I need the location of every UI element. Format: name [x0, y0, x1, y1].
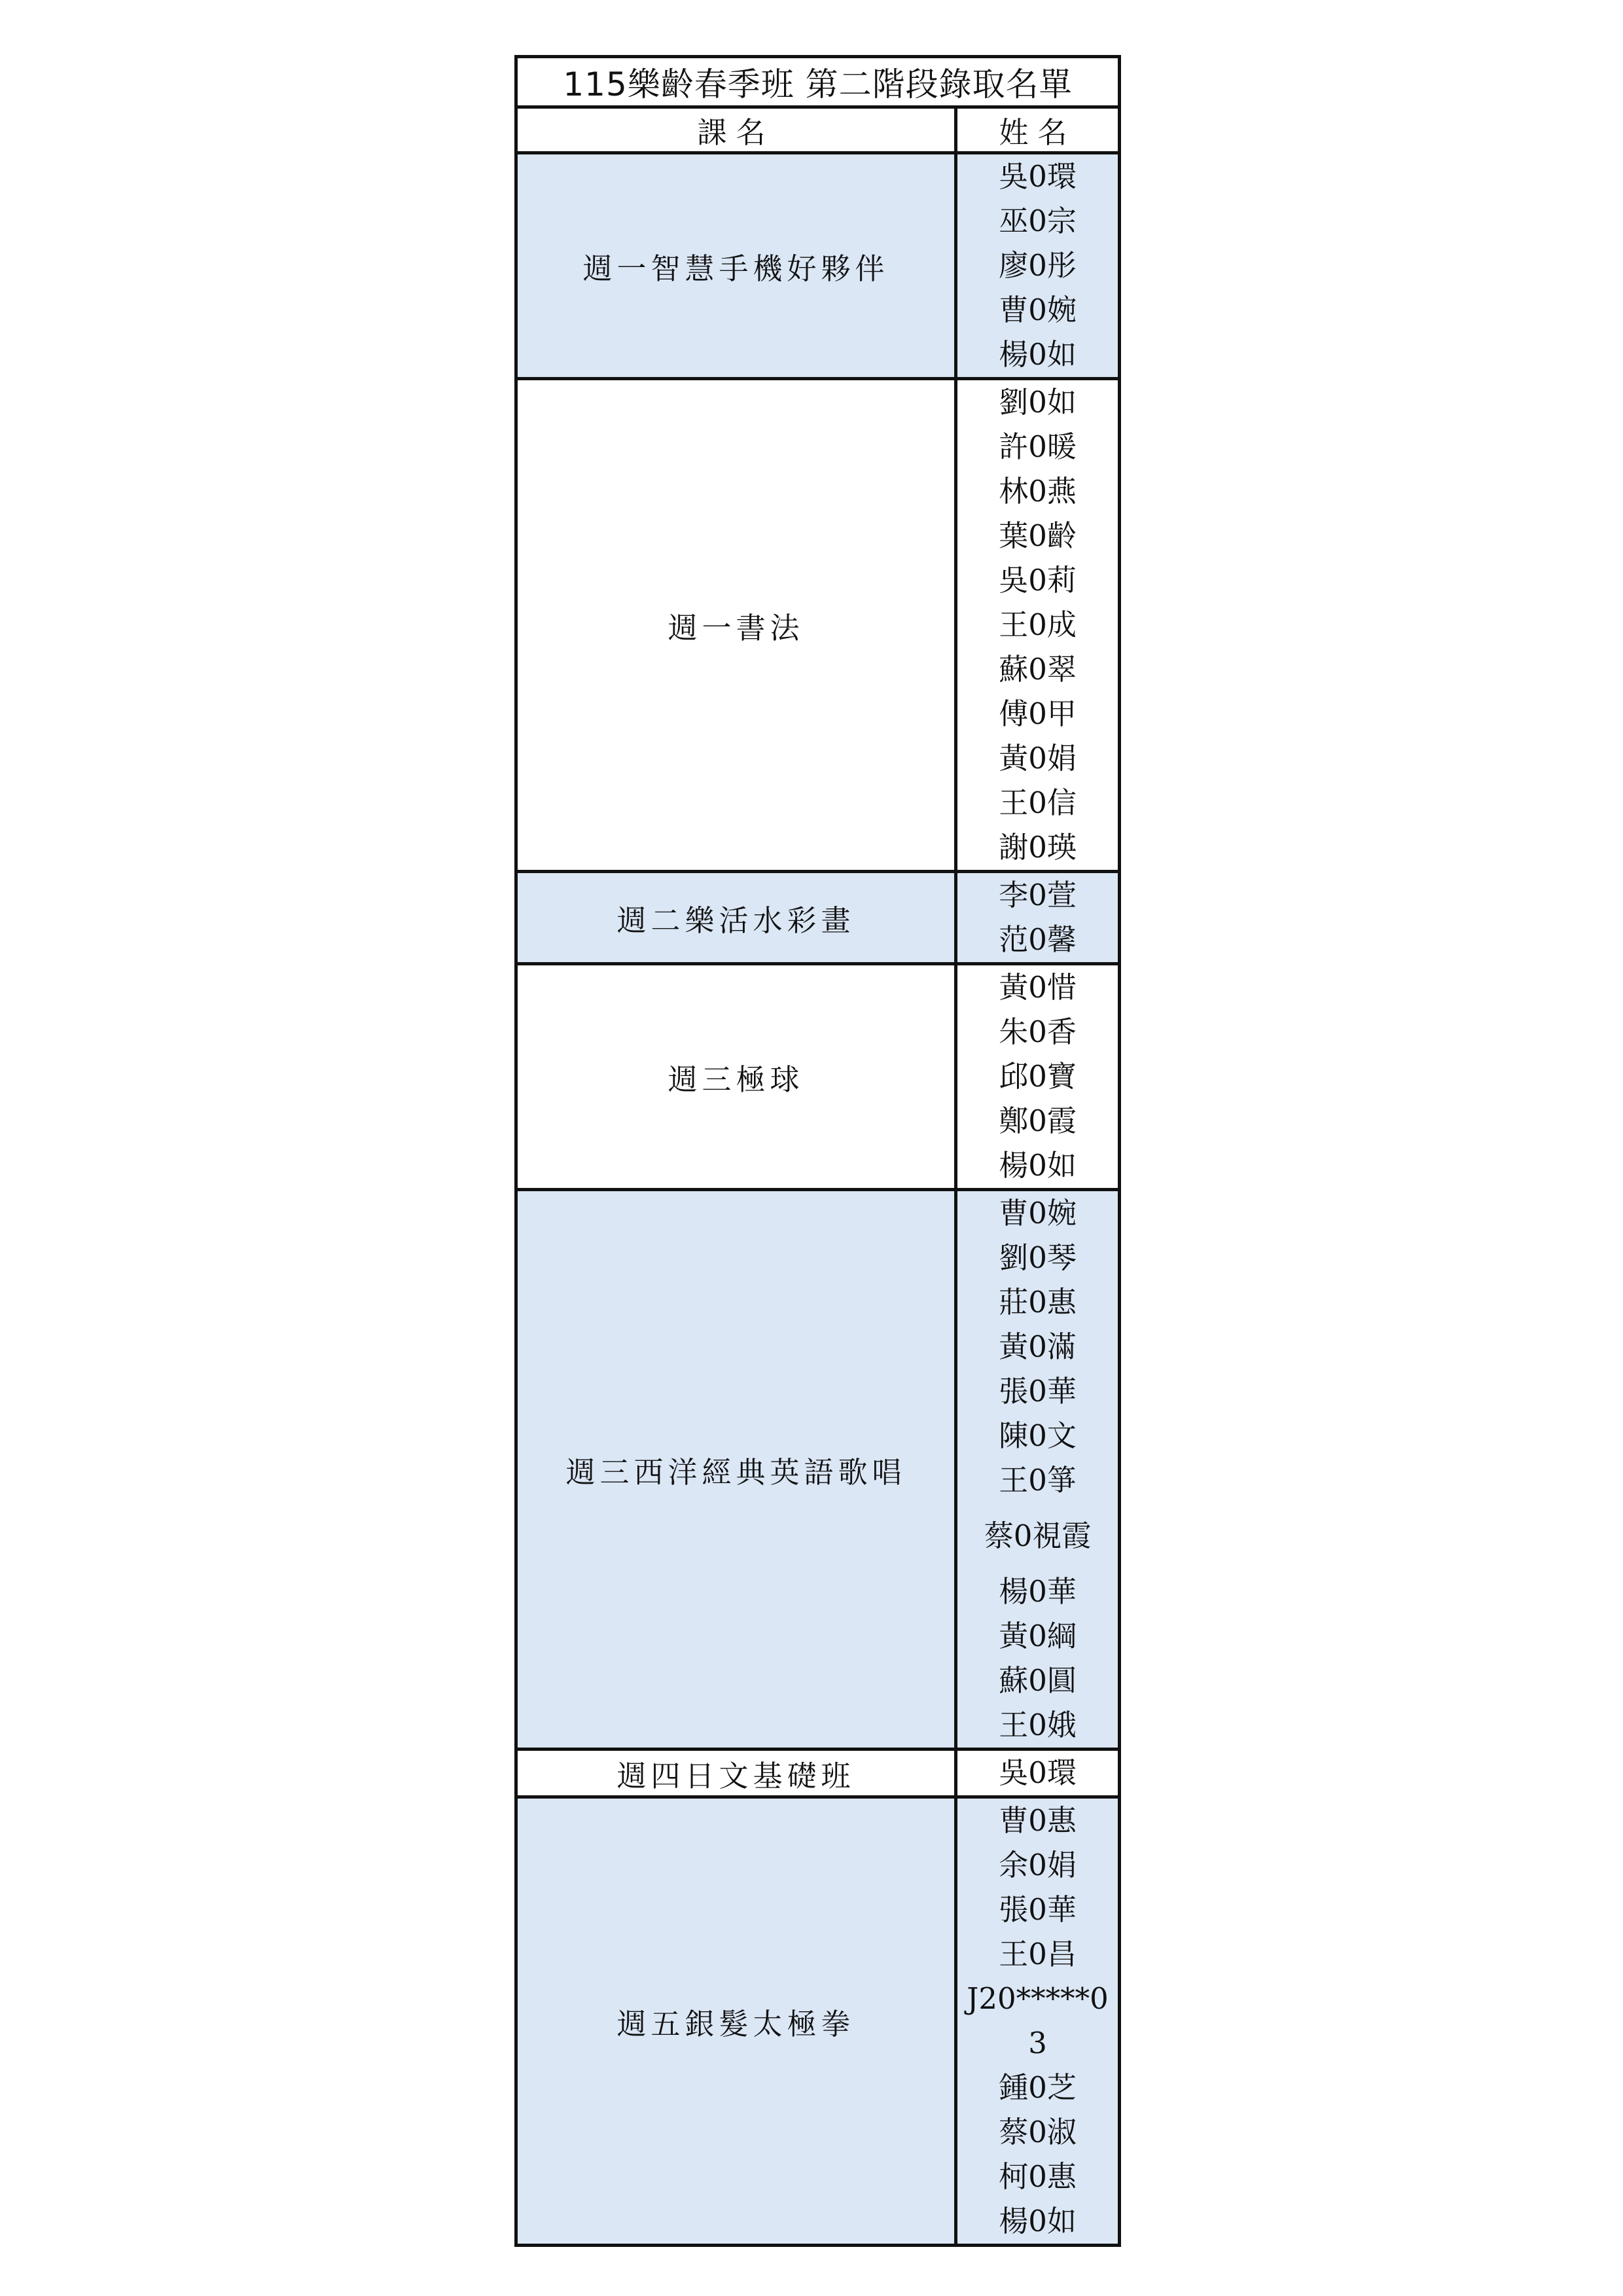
- table-row: [516, 1797, 1120, 2246]
- student-name: 莊0惠: [999, 1285, 1077, 1319]
- course-name-cell: 週一書法: [516, 379, 956, 872]
- column-header-name: 姓名: [956, 107, 1120, 153]
- student-name: 鄭0霞: [999, 1103, 1077, 1138]
- student-name: 蔡0淑: [999, 2115, 1077, 2149]
- table-row: [516, 872, 1120, 964]
- student-name: 王0成: [999, 607, 1077, 642]
- student-name: 蘇0圓: [999, 1663, 1077, 1698]
- student-name: 巫0宗: [999, 204, 1077, 238]
- student-name: 范0馨: [999, 922, 1077, 957]
- student-name: 鍾0芝: [999, 2070, 1077, 2105]
- student-names-cell: [956, 153, 1120, 379]
- student-name: 余0娟: [999, 1848, 1077, 1882]
- student-name: 王0昌: [999, 1937, 1077, 1971]
- student-names-cell: [956, 1797, 1120, 2246]
- table-body: [516, 57, 1120, 2246]
- student-name: 邱0寶: [999, 1059, 1077, 1094]
- student-name: 許0暖: [999, 429, 1077, 464]
- student-name: 楊0華: [999, 1574, 1077, 1609]
- student-name: 張0華: [999, 1892, 1077, 1927]
- student-names-cell: [956, 964, 1120, 1190]
- student-name: J20*****03: [967, 1981, 1109, 2060]
- student-name: 吳0莉: [999, 563, 1077, 598]
- column-header-course: 課名: [516, 107, 956, 153]
- student-name: 楊0如: [999, 2204, 1077, 2238]
- course-name-cell: 週二樂活水彩畫: [516, 872, 956, 964]
- student-name: 柯0惠: [999, 2159, 1077, 2194]
- student-name: 張0華: [999, 1374, 1077, 1408]
- student-name: 曹0惠: [999, 1803, 1077, 1838]
- student-name: 林0燕: [999, 474, 1077, 509]
- course-name-cell: 週三西洋經典英語歌唱: [516, 1190, 956, 1749]
- student-names-cell: [956, 1190, 1120, 1749]
- student-name: 廖0彤: [999, 248, 1077, 283]
- table-row: [516, 964, 1120, 1190]
- table-row: [516, 1190, 1120, 1749]
- table-row: [516, 1749, 1120, 1797]
- student-name: 蔡0視霞: [984, 1518, 1092, 1553]
- student-names-cell: [956, 872, 1120, 964]
- admission-list-table: [514, 55, 1121, 2247]
- student-name: 蘇0翠: [999, 652, 1077, 687]
- table-row: [516, 379, 1120, 872]
- student-name: 黃0滿: [999, 1329, 1077, 1364]
- page-title: 115樂齡春季班 第二階段錄取名單: [516, 57, 1120, 107]
- student-name: 王0信: [999, 785, 1077, 820]
- student-name: 陳0文: [999, 1418, 1077, 1453]
- student-name: 黃0娟: [999, 741, 1077, 776]
- table-row: [516, 153, 1120, 379]
- student-name: 謝0瑛: [999, 830, 1077, 865]
- course-name-cell: 週三極球: [516, 964, 956, 1190]
- student-names-cell: [956, 1749, 1120, 1797]
- student-name: 黃0惜: [999, 970, 1077, 1005]
- course-name-cell: 週五銀髮太極拳: [516, 1797, 956, 2246]
- student-name: 王0娥: [999, 1708, 1077, 1742]
- student-name: 吳0環: [999, 159, 1077, 194]
- student-name: 王0箏: [999, 1463, 1077, 1498]
- student-name: 傅0甲: [999, 696, 1077, 731]
- student-name: 劉0如: [999, 385, 1077, 420]
- student-name: 李0萱: [999, 878, 1077, 912]
- student-name: 楊0如: [999, 337, 1077, 372]
- student-name: 黃0綱: [999, 1619, 1077, 1653]
- student-name: 曹0婉: [999, 293, 1077, 327]
- student-name: 葉0齡: [999, 518, 1077, 553]
- course-name-cell: 週四日文基礎班: [516, 1749, 956, 1797]
- course-name-cell: 週一智慧手機好夥伴: [516, 153, 956, 379]
- student-name: 曹0婉: [999, 1196, 1077, 1230]
- student-name: 楊0如: [999, 1148, 1077, 1183]
- student-name: 劉0琴: [999, 1240, 1077, 1275]
- student-name: 吳0環: [999, 1755, 1077, 1790]
- student-name: 朱0香: [999, 1014, 1077, 1049]
- student-names-cell: [956, 379, 1120, 872]
